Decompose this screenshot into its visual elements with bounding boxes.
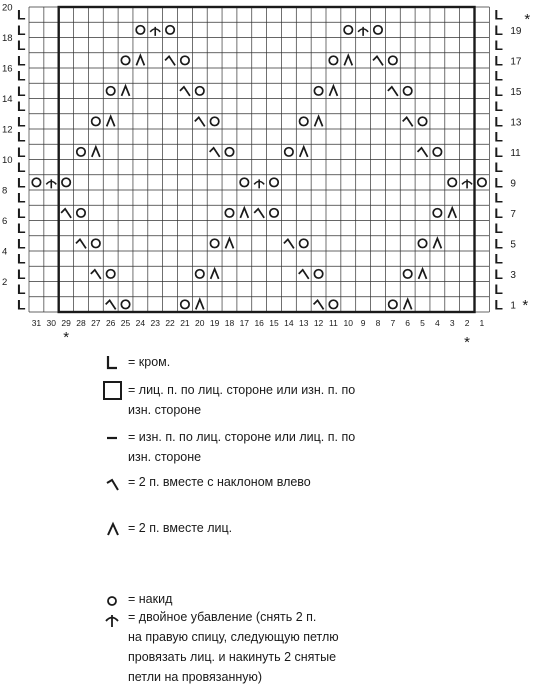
yarn-over-symbol	[210, 117, 218, 125]
selvedge-mark-right: L	[494, 159, 503, 176]
selvedge-mark-left: L	[17, 159, 26, 176]
slant-left-symbol	[165, 56, 175, 65]
selvedge-mark-left: L	[17, 98, 26, 115]
stitch-number: 12	[313, 318, 324, 328]
stitch-number: 8	[375, 318, 381, 328]
slant-left-symbol	[91, 270, 101, 279]
slant-left-symbol	[61, 209, 71, 218]
repeat-star: *	[464, 334, 470, 345]
row-number-right: 19	[510, 25, 522, 37]
k2tog-symbol	[225, 238, 233, 248]
row-number-right: 9	[510, 178, 516, 190]
slant-left-symbol	[210, 148, 220, 157]
k2tog-symbol	[433, 238, 441, 248]
repeat-star: *	[522, 297, 529, 314]
row-number-right: 15	[510, 86, 522, 98]
yarn-over-symbol	[403, 87, 411, 95]
row-number-right: 7	[510, 208, 516, 220]
yarn-over-symbol	[270, 178, 278, 186]
yarn-over-symbol	[106, 87, 114, 95]
stitch-number: 17	[239, 318, 250, 328]
selvedge-icon	[102, 352, 124, 374]
legend-k2tog-text: = 2 п. вместе лиц.	[128, 521, 233, 535]
k2tog-symbol	[315, 116, 323, 126]
yarn-over-symbol	[77, 148, 85, 156]
k2tog-symbol	[404, 299, 412, 309]
repeat-star: *	[524, 11, 531, 28]
legend-selvedge-text: = кром.	[128, 355, 171, 369]
stitch-number: 9	[360, 318, 366, 328]
yarn-over-symbol	[300, 239, 308, 247]
k2tog-symbol	[240, 208, 248, 218]
stitch-number: 29	[61, 318, 71, 328]
yarn-over-symbol	[389, 56, 397, 64]
slant-left-symbol	[284, 239, 294, 248]
row-number-left: 4	[2, 246, 8, 258]
selvedge-mark-right: L	[494, 174, 503, 191]
yarn-over-symbol	[210, 239, 218, 247]
slant-left-icon	[102, 472, 124, 494]
slant-left-symbol	[418, 148, 428, 157]
legend-knit-text-2: изн. стороне	[128, 403, 202, 417]
selvedge-mark-left: L	[17, 143, 26, 160]
selvedge-mark-right: L	[494, 189, 503, 206]
yarn-over-symbol	[433, 209, 441, 217]
yarn-over-symbol	[403, 270, 411, 278]
selvedge-mark-right: L	[494, 52, 503, 69]
selvedge-mark-right: L	[494, 37, 503, 54]
double-decrease-symbol	[46, 179, 56, 188]
yarn-over-symbol	[181, 56, 189, 64]
selvedge-mark-left: L	[17, 281, 26, 298]
row-number-right: 3	[510, 269, 516, 281]
stitch-number: 14	[284, 318, 294, 328]
row-number-left: 20	[2, 2, 13, 14]
stitch-number: 20	[195, 318, 205, 328]
slant-left-symbol	[299, 270, 309, 279]
selvedge-mark-right: L	[494, 113, 503, 130]
stitch-number: 2	[464, 318, 470, 328]
k2tog-symbol	[92, 147, 100, 157]
k2tog-symbol	[211, 269, 219, 279]
stitch-number: 27	[91, 318, 101, 328]
selvedge-mark-left: L	[17, 296, 26, 313]
selvedge-mark-left: L	[17, 21, 26, 38]
stitch-number: 1	[479, 318, 485, 328]
stitch-number: 4	[435, 318, 440, 328]
legend-double-decrease-text-4: петли на провязанную)	[128, 670, 263, 684]
selvedge-mark-left: L	[17, 37, 26, 54]
stitch-number: 18	[224, 318, 235, 328]
legend-yarn-over-text: = накид	[128, 592, 173, 606]
selvedge-mark-right: L	[494, 82, 503, 99]
stitch-number: 22	[165, 318, 175, 328]
stitch-number: 28	[76, 318, 86, 328]
yarn-over-symbol	[240, 178, 248, 186]
selvedge-mark-left: L	[17, 174, 26, 191]
k2tog-symbol	[344, 55, 352, 65]
k2tog-icon	[102, 518, 124, 540]
row-number-right: 11	[510, 147, 521, 159]
legend-double-decrease-text-1: = двойное убавление (снять 2 п.	[128, 610, 317, 624]
slant-left-symbol	[403, 117, 413, 126]
yarn-over-symbol	[418, 239, 426, 247]
k2tog-symbol	[122, 86, 130, 96]
yarn-over-symbol	[121, 300, 129, 308]
slant-left-symbol	[373, 56, 383, 65]
stitch-number: 6	[405, 318, 411, 328]
legend-purl-text-2: изн. стороне	[128, 450, 202, 464]
double-decrease-symbol	[462, 179, 472, 188]
selvedge-mark-left: L	[17, 52, 26, 69]
selvedge-mark-right: L	[494, 98, 503, 115]
yarn-over-symbol	[121, 56, 129, 64]
dash-icon	[102, 427, 124, 449]
selvedge-mark-right: L	[494, 204, 503, 221]
yarn-over-symbol	[92, 239, 100, 247]
k2tog-symbol	[419, 269, 427, 279]
k2tog-symbol	[136, 55, 144, 65]
yarn-over-symbol	[62, 178, 70, 186]
yarn-over-symbol	[374, 26, 382, 34]
selvedge-mark-left: L	[17, 189, 26, 206]
row-number-left: 18	[2, 33, 13, 45]
legend-purl-text-1: = изн. п. по лиц. стороне или лиц. п. по	[128, 430, 356, 444]
yarn-over-symbol	[196, 87, 204, 95]
yarn-over-symbol	[225, 148, 233, 156]
double-decrease-icon	[102, 607, 124, 629]
slant-left-symbol	[106, 300, 116, 309]
double-decrease-symbol	[358, 27, 368, 36]
selvedge-mark-left: L	[17, 265, 26, 282]
row-number-left: 8	[2, 185, 8, 197]
selvedge-mark-left: L	[17, 250, 26, 267]
selvedge-mark-right: L	[494, 220, 503, 237]
stitch-number: 16	[254, 318, 264, 328]
yarn-over-symbol	[314, 87, 322, 95]
yarn-over-symbol	[448, 178, 456, 186]
stitch-number: 10	[343, 318, 354, 328]
slant-left-symbol	[76, 239, 86, 248]
repeat-star: *	[63, 329, 70, 345]
row-number-right: 13	[510, 117, 522, 129]
yarn-over-symbol	[389, 300, 397, 308]
yarn-over-symbol	[344, 26, 352, 34]
selvedge-mark-left: L	[17, 128, 26, 145]
stitch-number: 11	[329, 318, 338, 328]
selvedge-mark-right: L	[494, 6, 503, 23]
yarn-over-symbol	[166, 26, 174, 34]
yarn-over-symbol	[225, 209, 233, 217]
legend-slant-left-text: = 2 п. вместе с наклоном влево	[128, 475, 311, 489]
row-number-right: 17	[510, 56, 522, 68]
stitch-number: 30	[46, 318, 57, 328]
row-number-right: 5	[510, 239, 516, 251]
selvedge-mark-left: L	[17, 67, 26, 84]
double-decrease-symbol	[254, 179, 264, 188]
row-number-left: 12	[2, 124, 13, 136]
yarn-over-symbol	[270, 209, 278, 217]
selvedge-mark-right: L	[494, 235, 503, 252]
yarn-over-symbol	[285, 148, 293, 156]
selvedge-mark-right: L	[494, 143, 503, 160]
selvedge-mark-right: L	[494, 128, 503, 145]
selvedge-mark-left: L	[17, 113, 26, 130]
yarn-over-symbol	[92, 117, 100, 125]
yarn-over-symbol	[433, 148, 441, 156]
stitch-number: 21	[180, 318, 190, 328]
stitch-number: 5	[420, 318, 425, 328]
stitch-number: 26	[105, 318, 116, 328]
yarn-over-symbol	[32, 178, 40, 186]
stitch-number: 25	[120, 318, 131, 328]
row-number-left: 2	[2, 277, 8, 289]
stitch-number: 3	[449, 318, 455, 328]
yarn-over-symbol	[478, 178, 486, 186]
yarn-over-symbol	[418, 117, 426, 125]
selvedge-mark-left: L	[17, 235, 26, 252]
selvedge-mark-left: L	[17, 82, 26, 99]
legend-double-decrease-text-3: провязать лиц. и накинуть 2 снятые	[128, 650, 337, 664]
stitch-number: 15	[269, 318, 279, 328]
k2tog-symbol	[300, 147, 308, 157]
selvedge-mark-left: L	[17, 204, 26, 221]
slant-left-symbol	[314, 300, 324, 309]
stitch-number: 23	[150, 318, 160, 328]
selvedge-mark-right: L	[494, 281, 503, 298]
yarn-over-symbol	[329, 56, 337, 64]
stitch-number: 7	[390, 318, 396, 328]
legend-knit-text-1: = лиц. п. по лиц. стороне или изн. п. по	[128, 383, 356, 397]
selvedge-mark-right: L	[494, 250, 503, 267]
selvedge-mark-right: L	[494, 21, 503, 38]
slant-left-symbol	[195, 117, 205, 126]
stitch-number: 24	[135, 318, 146, 328]
slant-left-symbol	[388, 87, 398, 96]
slant-left-symbol	[254, 209, 264, 218]
k2tog-symbol	[448, 208, 456, 218]
yarn-over-symbol	[300, 117, 308, 125]
selvedge-mark-left: L	[17, 220, 26, 237]
stitch-number: 31	[31, 318, 42, 328]
yarn-over-symbol	[136, 26, 144, 34]
row-number-right: 1	[510, 300, 516, 312]
selvedge-mark-right: L	[494, 67, 503, 84]
selvedge-mark-right: L	[494, 296, 503, 313]
yarn-over-symbol	[329, 300, 337, 308]
row-number-left: 14	[2, 94, 13, 106]
stitch-number: 19	[209, 318, 220, 328]
yarn-over-symbol	[106, 270, 114, 278]
stitch-number: 13	[298, 318, 309, 328]
yarn-over-symbol	[181, 300, 189, 308]
empty-square-icon	[102, 380, 124, 402]
yarn-over-symbol	[77, 209, 85, 217]
row-number-left: 6	[2, 216, 8, 228]
k2tog-symbol	[107, 116, 115, 126]
row-number-left: 10	[2, 155, 13, 167]
yarn-over-symbol	[196, 270, 204, 278]
legend-double-decrease-text-2: на правую спицу, следующую петлю	[128, 630, 339, 644]
double-decrease-symbol	[150, 27, 160, 36]
k2tog-symbol	[329, 86, 337, 96]
selvedge-mark-left: L	[17, 6, 26, 23]
chart-labels	[2, 3, 530, 345]
k2tog-symbol	[196, 299, 204, 309]
yarn-over-symbol	[314, 270, 322, 278]
chart-grid	[29, 7, 489, 312]
selvedge-mark-right: L	[494, 265, 503, 282]
row-number-left: 16	[2, 63, 13, 75]
slant-left-symbol	[180, 87, 190, 96]
